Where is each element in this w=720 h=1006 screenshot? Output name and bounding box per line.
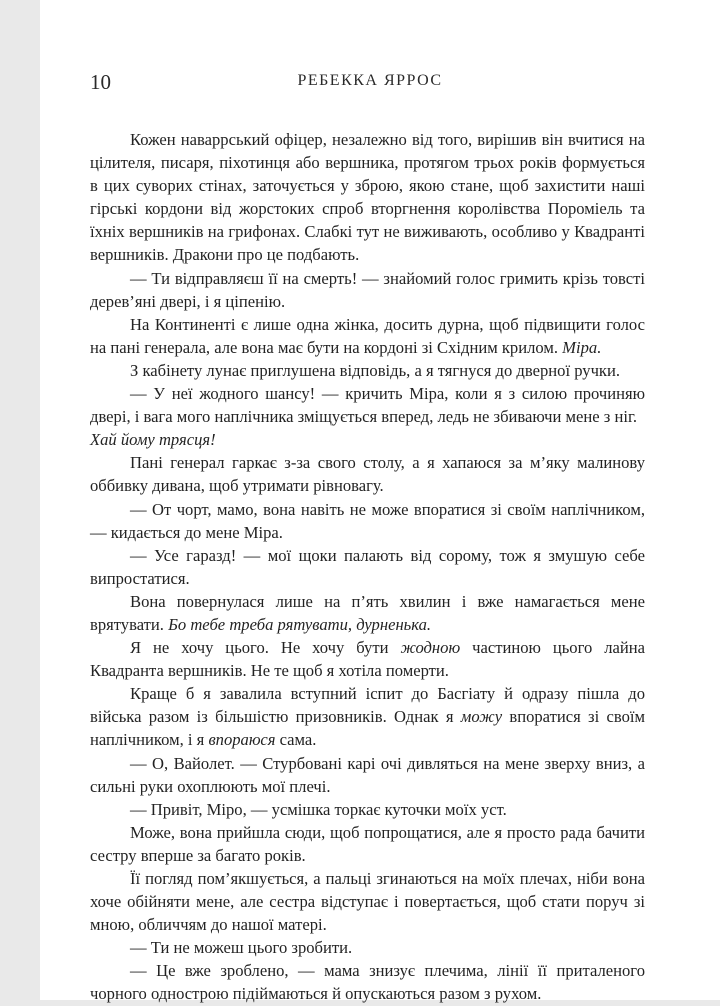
page-number: 10 <box>90 70 111 94</box>
paragraph: — Ти відправляєш її на смерть! — знайомий голос гримить крізь товсті дерев’яні двері, і я ціпенію. <box>90 268 645 311</box>
paragraph: — Ти не можеш цього зробити. <box>130 938 353 958</box>
emphasis: впораюся <box>208 730 276 750</box>
page-header <box>90 70 650 100</box>
paragraph: Краще б я завалила вступний іспит до Басгіату й одразу пішла до війська разом із більшістю призовників. Однак я можу впоратися зі своїм наплічником, і я впораюся сама. <box>90 684 645 750</box>
paragraph: Я не хочу цього. Не хочу бути жодною частиною цього лайна Квадранта вершників. Не те щоб я хотіла померти. <box>90 638 645 681</box>
paragraph: — Це вже зроблено, — мама знизує плечима, лінії її приталеного чорного однострою підіймаються й опускаються разом з рухом. <box>90 961 645 1004</box>
paragraph: Кожен наваррський офіцер, незалежно від того, вирішив він вчитися на цілителя, писаря, піхотинця або вершника, протягом трьох років формується в цих суворих стінах, заточується у зброю, якою стане, щоб захистити наші гірські кордони від жорстоких спроб вторгнення королівства Пороміель та їхніх вершників на грифонах. Слабкі тут не виживають, особливо у Квадранті вершників. Дракони про це подбають. <box>90 130 645 265</box>
paragraph: — Усе гаразд! — мої щоки палають від сорому, тож я змушую себе випростатися. <box>90 545 645 588</box>
paragraph: Пані генерал гаркає з-за свого столу, а я хапаюся за м’яку малинову оббивку дивана, щоб утримати рівновагу. <box>90 453 645 496</box>
paragraph: На Континенті є лише одна жінка, досить дурна, щоб підвищити голос на пані генерала, але вона має бути на кордоні зі Східним крилом. Міра. <box>90 314 645 357</box>
paragraph: — У неї жодного шансу! — кричить Міра, коли я з силою прочиняю двері, і вага мого наплічника зміщується вперед, ледь не збиваючи мене з ніг. <box>90 384 645 427</box>
paragraph: Може, вона прийшла сюди, щоб попрощатися, але я просто рада бачити сестру вперше за багато років. <box>90 822 645 865</box>
emphasis: Міра. <box>562 337 602 357</box>
emphasis: Бо тебе треба рятувати, дурненька. <box>168 614 432 634</box>
paragraph <box>90 428 645 451</box>
paragraph: — Привіт, Міро, — усмішка торкає куточки моїх уст. <box>130 799 507 819</box>
paragraph: Вона повернулася лише на п’ять хвилин і вже намагається мене врятувати. Бо тебе треба рятувати, дурненька. <box>90 591 645 634</box>
emphasis: Хай йому трясця! <box>90 430 216 450</box>
body-text <box>90 128 645 1006</box>
emphasis: можу <box>460 707 503 727</box>
book-page <box>40 0 720 1004</box>
paragraph: — О, Вайолет. — Стурбовані карі очі дивляться на мене зверху вниз, а сильні руки охоплюють мої плечі. <box>90 753 645 796</box>
paragraph: — От чорт, мамо, вона навіть не може впоратися зі своїм наплічником, — кидається до мене Міра. <box>90 499 645 542</box>
running-head: РЕБЕККА ЯРРОС <box>297 72 443 89</box>
paragraph: З кабінету лунає приглушена відповідь, а я тягнуся до дверної ручки. <box>130 360 621 380</box>
paragraph: Її погляд пом’якшується, а пальці згинаються на моїх плечах, ніби вона хоче обійняти мене, але сестра відступає і повертається, щоб стати поруч зі мною, обличчям до нашої матері. <box>90 869 645 935</box>
emphasis: жодною <box>400 638 461 658</box>
